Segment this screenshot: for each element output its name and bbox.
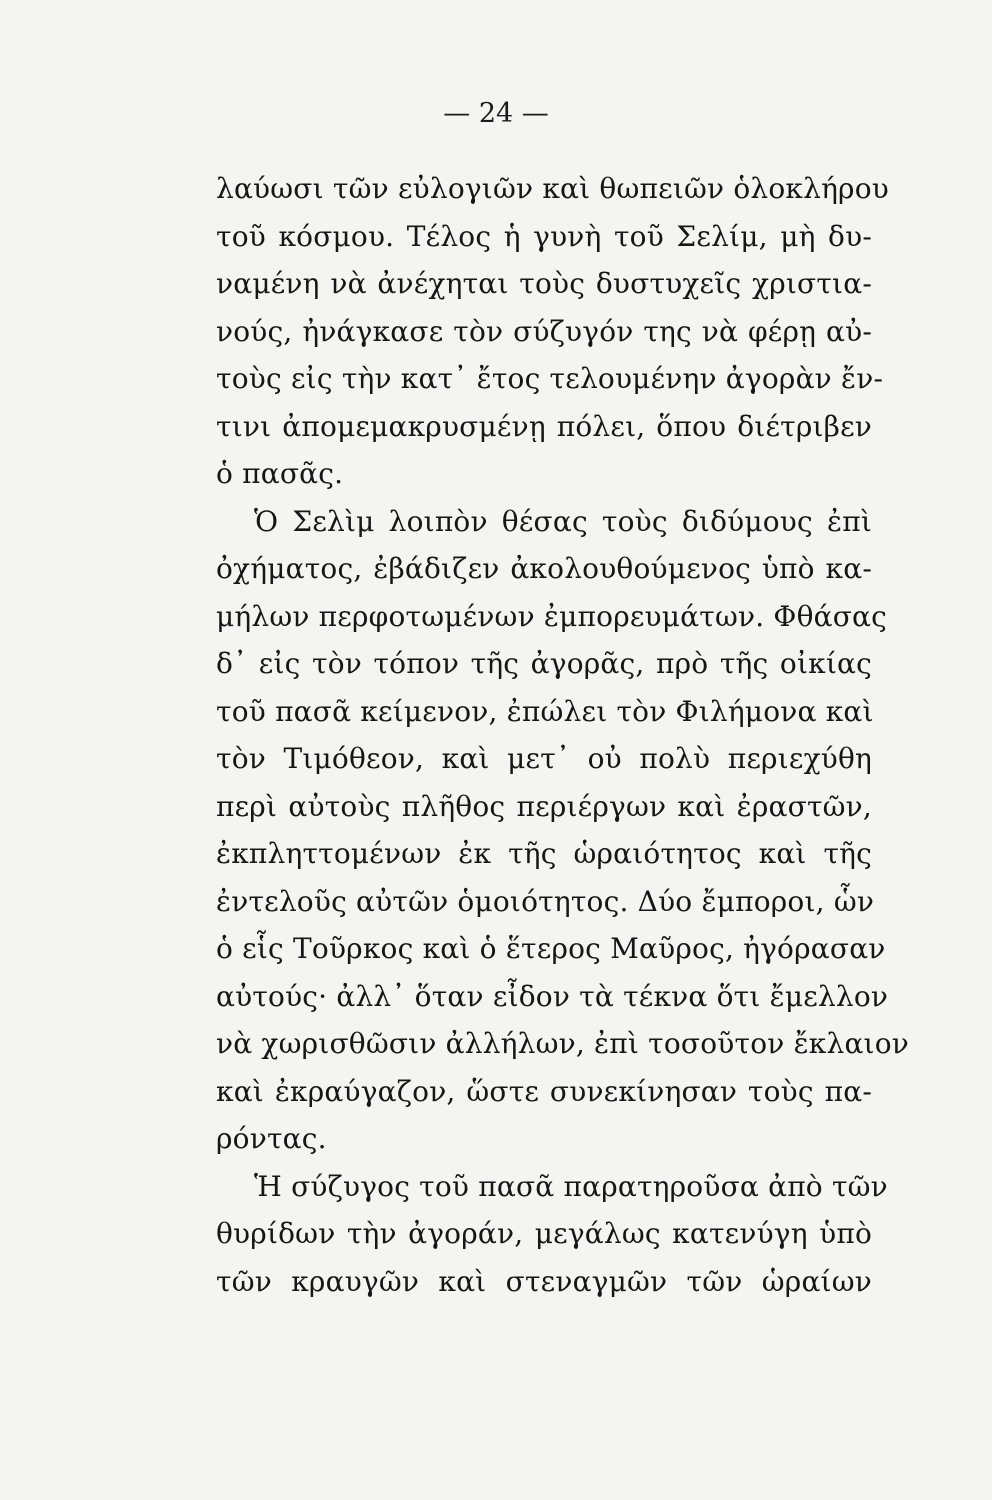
text-line: τινι ἀπομεμακρυσμένῃ πόλει, ὅπου διέτριβεν (216, 409, 872, 443)
page-number: — 24 — (443, 98, 549, 129)
text-line: δ᾽ εἰς τὸν τόπον τῆς ἀγορᾶς, πρὸ τῆς οἰκίας (216, 647, 872, 680)
text-line: ἐκπληττομένων ἐκ τῆς ὡραιότητος καὶ τῆς (216, 837, 872, 870)
text-line: νούς, ἠνάγκασε τὸν σύζυγόν της νὰ φέρῃ αὐ- (216, 314, 872, 348)
text-line: μήλων περφοτωμένων ἐμπορευμάτων. Φθάσας (216, 599, 888, 633)
text-line: ὁ πασᾶς. (216, 457, 344, 490)
text-line: ὀχήματος, ἐβάδιζεν ἀκολουθούμενος ὑπὸ κα- (216, 552, 872, 585)
text-line: τὸν Τιμόθεον, καὶ μετ᾽ οὐ πολὺ περιεχύθη (216, 742, 872, 775)
paragraph-start-line: Ἡ σύζυγος τοῦ πασᾶ παρατηροῦσα ἀπὸ τῶν (254, 1169, 888, 1203)
body-text (216, 165, 910, 1305)
text-line: τῶν κραυγῶν καὶ στεναγμῶν τῶν ὡραίων (216, 1264, 872, 1298)
text-line: καὶ ἐκραύγαζον, ὥστε συνεκίνησαν τοὺς πα- (216, 1074, 872, 1108)
text-line: θυρίδων τὴν ἀγοράν, μεγάλως κατενύγη ὑπὸ (216, 1217, 872, 1250)
text-line: τοὺς εἰς τὴν κατ᾽ ἔτος τελουμένην ἀγορὰν ἔν- (216, 362, 884, 395)
text-line: τοῦ κόσμου. Τέλος ἡ γυνὴ τοῦ Σελίμ, μὴ δυ- (216, 219, 872, 253)
paragraph-start-line: Ὁ Σελὶμ λοιπὸν θέσας τοὺς διδύμους ἐπὶ (254, 504, 872, 538)
text-line: λαύωσι τῶν εὐλογιῶν καὶ θωπειῶν ὁλοκλήρου (216, 172, 889, 205)
text-line: ὁ εἷς Τοῦρκος καὶ ὁ ἕτερος Μαῦρος, ἠγόρασαν (216, 932, 886, 965)
text-line: περὶ αὐτοὺς πλῆθος περιέργων καὶ ἐραστῶν, (216, 789, 872, 823)
text-line: αὐτούς· ἀλλ᾽ ὅταν εἶδον τὰ τέκνα ὅτι ἔμελλον (216, 979, 889, 1013)
text-line: ρόντας. (216, 1122, 327, 1155)
text-line: νὰ χωρισθῶσιν ἀλλήλων, ἐπὶ τοσοῦτον ἔκλαιον (216, 1027, 910, 1060)
text-line: ναμένη νὰ ἀνέχηται τοὺς δυστυχεῖς χριστια- (216, 267, 872, 300)
text-line: ἐντελοῦς αὐτῶν ὁμοιότητος. Δύο ἔμποροι, ὧν (216, 884, 875, 918)
text-line: τοῦ πασᾶ κείμενον, ἐπώλει τὸν Φιλήμονα καὶ (216, 694, 874, 728)
